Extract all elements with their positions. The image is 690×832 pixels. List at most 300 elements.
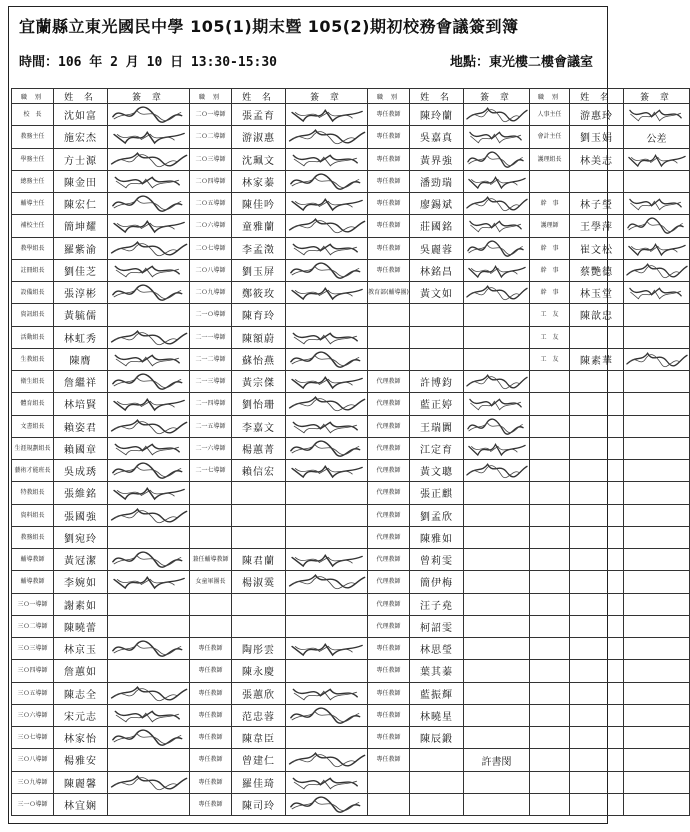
- handwritten-signature: [624, 149, 689, 170]
- table-row: [12, 437, 690, 459]
- name-cell: 陳麗馨: [54, 771, 108, 793]
- signature-cell[interactable]: [108, 348, 190, 370]
- signature-cell[interactable]: [464, 170, 530, 192]
- signature-cell[interactable]: [624, 170, 690, 192]
- signature-cell[interactable]: [286, 727, 368, 749]
- signature-cell[interactable]: [464, 304, 530, 326]
- handwritten-signature: [464, 171, 529, 192]
- handwritten-signature: [286, 282, 367, 303]
- name-cell: [570, 571, 624, 593]
- handwritten-signature: [464, 438, 529, 459]
- signature-cell[interactable]: [286, 415, 368, 437]
- name-cell: 藍振輝: [410, 682, 464, 704]
- role-cell: 三Ｏ二導師: [12, 615, 54, 637]
- signature-cell[interactable]: [464, 259, 530, 281]
- handwritten-signature: [286, 460, 367, 481]
- name-cell: 沈如富: [54, 104, 108, 126]
- signature-cell[interactable]: [464, 749, 530, 771]
- signature-cell[interactable]: [286, 593, 368, 615]
- signature-cell[interactable]: [624, 682, 690, 704]
- handwritten-signature: [286, 549, 367, 570]
- table-row: [12, 682, 690, 704]
- page-title: 宜蘭縣立東光國民中學 105(1)期末暨 105(2)期初校務會議簽到簿: [19, 17, 519, 36]
- signature-cell[interactable]: [286, 549, 368, 571]
- signature-cell[interactable]: [624, 237, 690, 259]
- handwritten-signature: [108, 104, 189, 125]
- name-cell: 莊國銘: [410, 215, 464, 237]
- role-cell: 校 長: [12, 104, 54, 126]
- signature-cell[interactable]: [624, 571, 690, 593]
- handwritten-signature: [464, 104, 529, 125]
- signature-cell[interactable]: [108, 282, 190, 304]
- name-cell: 張蕙欣: [232, 682, 286, 704]
- signature-cell[interactable]: [624, 348, 690, 370]
- signature-cell[interactable]: [464, 104, 530, 126]
- signature-note: 公差: [646, 134, 667, 146]
- signature-cell[interactable]: [286, 326, 368, 348]
- header-sign: 簽 章: [108, 89, 190, 104]
- role-cell: 專任教師: [368, 170, 410, 192]
- signature-cell[interactable]: [286, 482, 368, 504]
- role-cell: [530, 593, 570, 615]
- name-cell: [570, 682, 624, 704]
- signature-cell[interactable]: [286, 660, 368, 682]
- signature-cell[interactable]: [108, 571, 190, 593]
- role-cell: 工 友: [530, 348, 570, 370]
- signature-cell[interactable]: [108, 148, 190, 170]
- sign-in-table: [11, 88, 690, 816]
- role-cell: 二一四導師: [190, 393, 232, 415]
- table-row: [12, 215, 690, 237]
- signature-cell[interactable]: [286, 437, 368, 459]
- role-cell: 專任教師: [368, 237, 410, 259]
- signature-cell[interactable]: [286, 771, 368, 793]
- signature-cell[interactable]: [624, 593, 690, 615]
- signature-cell[interactable]: [108, 460, 190, 482]
- signature-cell[interactable]: [108, 682, 190, 704]
- role-cell: 二Ｏ九導師: [190, 282, 232, 304]
- signature-cell[interactable]: [108, 793, 190, 815]
- signature-cell[interactable]: [464, 415, 530, 437]
- name-cell: 柯詔雯: [410, 615, 464, 637]
- signature-cell[interactable]: [624, 126, 690, 148]
- role-cell: [530, 793, 570, 815]
- signature-cell[interactable]: [108, 437, 190, 459]
- signature-cell[interactable]: [464, 615, 530, 637]
- name-cell: 劉宛玲: [54, 526, 108, 548]
- signature-cell[interactable]: [464, 237, 530, 259]
- signature-cell[interactable]: [624, 371, 690, 393]
- signature-cell[interactable]: [464, 771, 530, 793]
- role-cell: 特教組長: [12, 482, 54, 504]
- name-cell: 黃毓儒: [54, 304, 108, 326]
- signature-cell[interactable]: [286, 638, 368, 660]
- table-row: [12, 126, 690, 148]
- table-row: [12, 727, 690, 749]
- signature-cell[interactable]: [108, 237, 190, 259]
- role-cell: 二Ｏ六導師: [190, 215, 232, 237]
- role-cell: 教務組長: [12, 526, 54, 548]
- handwritten-signature: [286, 393, 367, 414]
- signature-cell[interactable]: [464, 193, 530, 215]
- handwritten-signature: [286, 683, 367, 704]
- signature-cell[interactable]: [286, 571, 368, 593]
- signature-cell[interactable]: [464, 437, 530, 459]
- signature-cell[interactable]: [108, 126, 190, 148]
- name-cell: 劉孟欣: [410, 504, 464, 526]
- name-cell: 陳歆忠: [570, 304, 624, 326]
- role-cell: [368, 793, 410, 815]
- signature-cell[interactable]: [286, 793, 368, 815]
- name-cell: 林銘昌: [410, 259, 464, 281]
- signature-cell[interactable]: [464, 571, 530, 593]
- signature-cell[interactable]: [286, 348, 368, 370]
- signature-cell[interactable]: [108, 259, 190, 281]
- signature-cell[interactable]: [286, 682, 368, 704]
- role-cell: 學務主任: [12, 148, 54, 170]
- role-cell: 二一一導師: [190, 326, 232, 348]
- signature-cell[interactable]: [286, 526, 368, 548]
- name-cell: 林玉堂: [570, 282, 624, 304]
- table-row: [12, 304, 690, 326]
- role-cell: [530, 393, 570, 415]
- name-cell: 蔡艷德: [570, 259, 624, 281]
- role-cell: 專任教師: [368, 215, 410, 237]
- table-row: [12, 460, 690, 482]
- signature-cell[interactable]: [286, 170, 368, 192]
- signature-cell[interactable]: [286, 704, 368, 726]
- table-row: [12, 415, 690, 437]
- signature-cell[interactable]: [286, 215, 368, 237]
- signature-cell[interactable]: [464, 593, 530, 615]
- signature-cell[interactable]: [108, 393, 190, 415]
- role-cell: 二Ｏ四導師: [190, 170, 232, 192]
- signature-cell[interactable]: [624, 749, 690, 771]
- signature-cell[interactable]: [108, 549, 190, 571]
- signature-cell[interactable]: [286, 615, 368, 637]
- role-cell: 二一二導師: [190, 348, 232, 370]
- signature-cell[interactable]: [108, 504, 190, 526]
- signature-cell[interactable]: [464, 504, 530, 526]
- signature-cell[interactable]: [624, 638, 690, 660]
- signature-cell[interactable]: [624, 615, 690, 637]
- name-cell: 曾建仁: [232, 749, 286, 771]
- handwritten-signature: [464, 282, 529, 303]
- signature-cell[interactable]: [286, 282, 368, 304]
- signature-cell[interactable]: [464, 660, 530, 682]
- header-role: 職 別: [530, 89, 570, 104]
- name-cell: 林思瑩: [410, 638, 464, 660]
- name-cell: 陳膺: [54, 348, 108, 370]
- role-cell: 活動組長: [12, 326, 54, 348]
- signature-cell[interactable]: [108, 660, 190, 682]
- signature-cell[interactable]: [464, 126, 530, 148]
- signature-cell[interactable]: [108, 371, 190, 393]
- signature-cell[interactable]: [464, 326, 530, 348]
- signature-cell[interactable]: [108, 771, 190, 793]
- handwritten-signature: [624, 238, 689, 259]
- signature-cell[interactable]: [108, 727, 190, 749]
- signature-cell[interactable]: [286, 126, 368, 148]
- signature-cell[interactable]: [624, 660, 690, 682]
- role-cell: 專任教師: [368, 638, 410, 660]
- role-cell: 代理教師: [368, 371, 410, 393]
- signature-cell[interactable]: [624, 148, 690, 170]
- signature-cell[interactable]: [108, 526, 190, 548]
- signature-cell[interactable]: [624, 259, 690, 281]
- role-cell: 藝術才能班長: [12, 460, 54, 482]
- role-cell: [530, 682, 570, 704]
- handwritten-signature: [108, 683, 189, 704]
- signature-cell[interactable]: [286, 259, 368, 281]
- handwritten-signature: [286, 416, 367, 437]
- name-cell: [570, 704, 624, 726]
- role-cell: [190, 504, 232, 526]
- meeting-time: 時間：106 年 2 月 10 日 13:30-15:30: [19, 55, 278, 70]
- signature-cell[interactable]: [464, 348, 530, 370]
- signature-cell[interactable]: [286, 749, 368, 771]
- role-cell: 代理教師: [368, 482, 410, 504]
- role-cell: [530, 371, 570, 393]
- signature-cell[interactable]: [464, 371, 530, 393]
- handwritten-signature: [286, 749, 367, 770]
- signature-cell[interactable]: [624, 437, 690, 459]
- signature-cell[interactable]: [624, 504, 690, 526]
- signature-cell[interactable]: [624, 526, 690, 548]
- signature-cell[interactable]: [108, 638, 190, 660]
- signature-cell[interactable]: [464, 460, 530, 482]
- signature-cell[interactable]: [624, 771, 690, 793]
- handwritten-signature: [286, 327, 367, 348]
- table-row: [12, 638, 690, 660]
- handwritten-signature: [108, 705, 189, 726]
- role-cell: 工 友: [530, 326, 570, 348]
- signature-cell[interactable]: [108, 326, 190, 348]
- table-row: [12, 259, 690, 281]
- table-row: [12, 170, 690, 192]
- handwritten-signature: [286, 438, 367, 459]
- signature-cell[interactable]: [464, 393, 530, 415]
- signature-cell[interactable]: [624, 793, 690, 815]
- role-cell: [530, 437, 570, 459]
- role-cell: 會計主任: [530, 126, 570, 148]
- role-cell: 二一六導師: [190, 437, 232, 459]
- role-cell: 幹 事: [530, 282, 570, 304]
- name-cell: 黃宗傑: [232, 371, 286, 393]
- signature-note: 許書閔: [481, 757, 512, 769]
- name-cell: [570, 371, 624, 393]
- name-cell: [232, 615, 286, 637]
- name-cell: [570, 437, 624, 459]
- role-cell: 文書組長: [12, 415, 54, 437]
- signature-cell[interactable]: [624, 549, 690, 571]
- signature-cell[interactable]: [108, 170, 190, 192]
- role-cell: 二Ｏ七導師: [190, 237, 232, 259]
- role-cell: 補校主任: [12, 215, 54, 237]
- name-cell: 吳成琇: [54, 460, 108, 482]
- signature-cell[interactable]: [464, 215, 530, 237]
- name-cell: 王學萍: [570, 215, 624, 237]
- signature-cell[interactable]: [108, 615, 190, 637]
- name-cell: [570, 638, 624, 660]
- role-cell: 輔導主任: [12, 193, 54, 215]
- name-cell: 李嘉文: [232, 415, 286, 437]
- signature-cell[interactable]: [286, 371, 368, 393]
- role-cell: [530, 749, 570, 771]
- signature-cell[interactable]: [624, 326, 690, 348]
- header-role: 職 別: [368, 89, 410, 104]
- handwritten-signature: [624, 260, 689, 281]
- role-cell: 女童軍團長: [190, 571, 232, 593]
- signature-cell[interactable]: [624, 704, 690, 726]
- role-cell: [530, 170, 570, 192]
- signature-cell[interactable]: [624, 282, 690, 304]
- handwritten-signature: [286, 104, 367, 125]
- signature-cell[interactable]: [464, 793, 530, 815]
- name-cell: [570, 460, 624, 482]
- table-row: [12, 526, 690, 548]
- signature-cell[interactable]: [286, 237, 368, 259]
- signature-cell[interactable]: [108, 415, 190, 437]
- signature-cell[interactable]: [624, 304, 690, 326]
- signature-cell[interactable]: [108, 593, 190, 615]
- role-cell: 三Ｏ四導師: [12, 660, 54, 682]
- signature-cell[interactable]: [286, 460, 368, 482]
- name-cell: [570, 793, 624, 815]
- name-cell: 鄭筱玫: [232, 282, 286, 304]
- name-cell: [410, 749, 464, 771]
- role-cell: 教務主任: [12, 126, 54, 148]
- signature-cell[interactable]: [286, 104, 368, 126]
- name-cell: [232, 504, 286, 526]
- signature-cell[interactable]: [464, 549, 530, 571]
- name-cell: 童雅蘭: [232, 215, 286, 237]
- table-row: [12, 771, 690, 793]
- signature-cell[interactable]: [464, 148, 530, 170]
- role-cell: 三Ｏ七導師: [12, 727, 54, 749]
- name-cell: 賴信宏: [232, 460, 286, 482]
- name-cell: 范忠蓉: [232, 704, 286, 726]
- signature-cell[interactable]: [464, 704, 530, 726]
- handwritten-signature: [286, 638, 367, 659]
- signature-cell[interactable]: [624, 215, 690, 237]
- table-row: [12, 104, 690, 126]
- handwritten-signature: [286, 149, 367, 170]
- signature-cell[interactable]: [624, 460, 690, 482]
- handwritten-signature: [624, 193, 689, 214]
- handwritten-signature: [464, 238, 529, 259]
- signature-cell[interactable]: [108, 704, 190, 726]
- signature-cell[interactable]: [286, 504, 368, 526]
- role-cell: 代理教師: [368, 393, 410, 415]
- name-cell: 陳曉蕾: [54, 615, 108, 637]
- name-cell: 李孟澂: [232, 237, 286, 259]
- role-cell: 二Ｏ二導師: [190, 126, 232, 148]
- meeting-place: 地點：東光樓二樓會議室: [449, 55, 593, 70]
- table-row: [12, 504, 690, 526]
- signature-cell[interactable]: [286, 193, 368, 215]
- signature-cell[interactable]: [108, 193, 190, 215]
- role-cell: 工 友: [530, 304, 570, 326]
- signature-cell[interactable]: [108, 749, 190, 771]
- name-cell: 陳韋臣: [232, 727, 286, 749]
- handwritten-signature: [286, 215, 367, 236]
- name-cell: 陳雅如: [410, 526, 464, 548]
- role-cell: 專任教師: [368, 660, 410, 682]
- role-cell: 體育組長: [12, 393, 54, 415]
- role-cell: 專任教師: [190, 771, 232, 793]
- table-row: [12, 148, 690, 170]
- table-row: [12, 282, 690, 304]
- signature-cell[interactable]: [624, 482, 690, 504]
- name-cell: 曾莉雯: [410, 549, 464, 571]
- signature-cell[interactable]: [464, 727, 530, 749]
- name-cell: 張國強: [54, 504, 108, 526]
- role-cell: 代理教師: [368, 593, 410, 615]
- table-row: [12, 326, 690, 348]
- handwritten-signature: [108, 327, 189, 348]
- name-cell: [570, 526, 624, 548]
- role-cell: [530, 504, 570, 526]
- name-cell: [570, 482, 624, 504]
- signature-cell[interactable]: [464, 682, 530, 704]
- table-row: [12, 593, 690, 615]
- role-cell: 輔導教師: [12, 571, 54, 593]
- name-cell: [410, 326, 464, 348]
- signature-cell[interactable]: [286, 148, 368, 170]
- signature-cell[interactable]: [286, 304, 368, 326]
- role-cell: 生涯規劃組長: [12, 437, 54, 459]
- name-cell: [410, 771, 464, 793]
- name-cell: [570, 660, 624, 682]
- signature-cell[interactable]: [108, 104, 190, 126]
- signature-cell[interactable]: [624, 727, 690, 749]
- signature-cell[interactable]: [624, 193, 690, 215]
- name-cell: 林曉星: [410, 704, 464, 726]
- signature-cell[interactable]: [108, 482, 190, 504]
- signature-cell[interactable]: [624, 415, 690, 437]
- role-cell: [190, 526, 232, 548]
- handwritten-signature: [464, 260, 529, 281]
- name-cell: 廖錫斌: [410, 193, 464, 215]
- name-cell: 楊淑霙: [232, 571, 286, 593]
- name-cell: 簡坤耀: [54, 215, 108, 237]
- role-cell: [530, 571, 570, 593]
- name-cell: 陳金田: [54, 170, 108, 192]
- signature-cell[interactable]: [464, 638, 530, 660]
- signature-cell[interactable]: [464, 482, 530, 504]
- name-cell: 詹繼祥: [54, 371, 108, 393]
- signature-cell[interactable]: [108, 215, 190, 237]
- name-cell: 黃界強: [410, 148, 464, 170]
- signature-cell[interactable]: [286, 393, 368, 415]
- signature-cell[interactable]: [624, 104, 690, 126]
- handwritten-signature: [108, 371, 189, 392]
- role-cell: 衛生組長: [12, 371, 54, 393]
- name-cell: 羅紫渝: [54, 237, 108, 259]
- role-cell: 專任教師: [368, 259, 410, 281]
- handwritten-signature: [108, 482, 189, 503]
- table-row: [12, 371, 690, 393]
- handwritten-signature: [286, 193, 367, 214]
- role-cell: 教學組長: [12, 237, 54, 259]
- role-cell: 二Ｏ五導師: [190, 193, 232, 215]
- signature-cell[interactable]: [464, 526, 530, 548]
- signature-cell[interactable]: [624, 393, 690, 415]
- name-cell: 陳育玲: [232, 304, 286, 326]
- signature-cell[interactable]: [108, 304, 190, 326]
- signature-cell[interactable]: [464, 282, 530, 304]
